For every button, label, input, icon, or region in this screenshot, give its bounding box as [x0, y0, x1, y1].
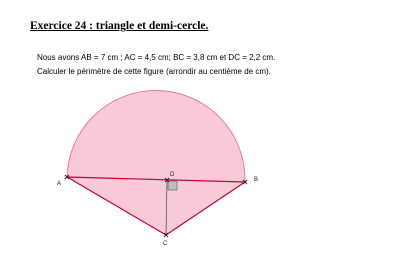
point-a-label: A [57, 181, 62, 187]
right-angle-marker [168, 181, 177, 190]
semicircle [67, 91, 245, 182]
point-b-label: B [254, 177, 259, 183]
exercise-title: Exercice 24 : triangle et demi-cercle. [30, 20, 209, 32]
statement-line-2: Calculer le périmètre de cette figure (arrondir au centième de cm). [37, 67, 271, 76]
triangle-abc [67, 177, 245, 235]
statement-line-1: Nous avons AB = 7 cm ; AC = 4,5 cm; BC = 3,8 cm et DC = 2,2 cm. [37, 53, 276, 62]
point-c-label: C [163, 241, 168, 247]
point-d-label: D [170, 172, 175, 178]
